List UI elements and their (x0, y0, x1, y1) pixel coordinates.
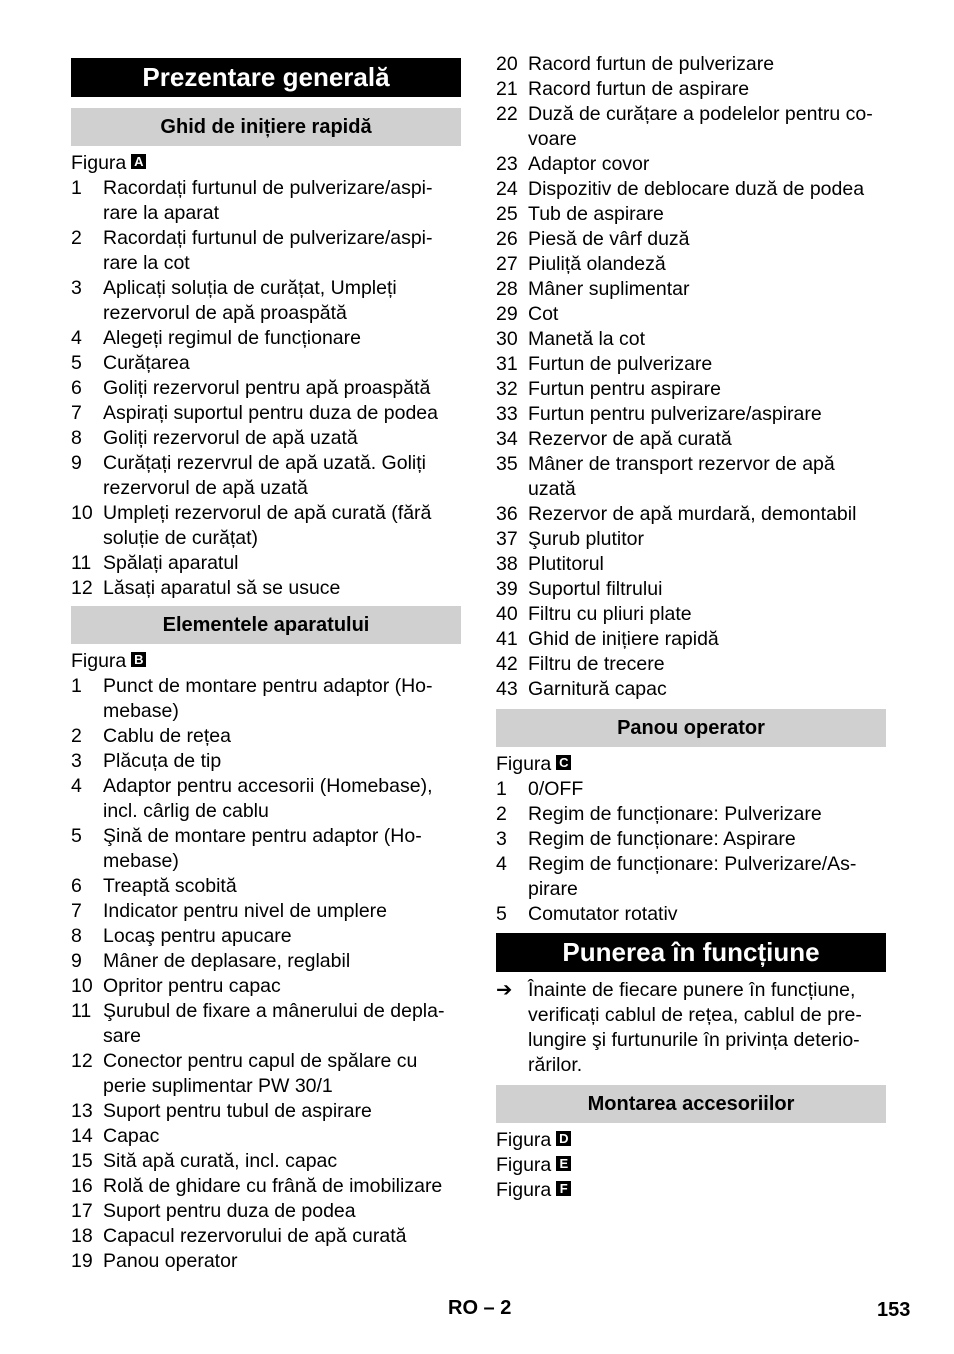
item-number: 14 (71, 1125, 93, 1147)
item-number: 4 (71, 327, 82, 349)
list-item (71, 326, 461, 351)
figure-letter-box: E (556, 1156, 571, 1171)
figure-letter-box: B (131, 652, 146, 667)
item-number: 27 (496, 253, 518, 275)
list-item (496, 452, 886, 502)
list-item (71, 576, 461, 601)
item-number: 22 (496, 103, 518, 125)
list-item (71, 351, 461, 376)
list-item (496, 177, 886, 202)
item-text: Regim de funcționare: Pulverizare (528, 803, 822, 825)
item-number: 10 (71, 975, 93, 997)
item-number: 5 (71, 352, 82, 374)
list-item (496, 627, 886, 652)
item-text: Filtru de trecere (528, 653, 665, 675)
item-number: 11 (71, 552, 92, 574)
list-item (71, 1199, 461, 1224)
left-column (71, 52, 461, 1274)
figure-label: Figura (496, 1129, 552, 1151)
device-elements-list (71, 674, 461, 1274)
figure-label: Figura (71, 152, 127, 174)
list-item (496, 527, 886, 552)
list-item (496, 777, 886, 802)
item-number: 7 (71, 402, 82, 424)
item-number: 40 (496, 603, 518, 625)
list-item (496, 802, 886, 827)
figure-label: Figura (496, 1179, 552, 1201)
item-text: Punct de montare pentru adaptor (Ho-mebase) (103, 675, 433, 722)
item-text: Spălați aparatul (103, 552, 239, 574)
item-number: 43 (496, 678, 518, 700)
item-text: Adaptor pentru accesorii (Homebase), incl. cârlig de cablu (103, 775, 433, 822)
item-text: Regim de funcționare: Aspirare (528, 828, 796, 850)
item-text: Adaptor covor (528, 153, 650, 175)
list-item (71, 1249, 461, 1274)
item-number: 36 (496, 503, 518, 525)
figure-ref-e (496, 1153, 886, 1178)
list-item (71, 774, 461, 824)
list-item (71, 451, 461, 501)
item-number: 5 (496, 903, 507, 925)
accessory-figures (496, 1128, 886, 1203)
item-number: 32 (496, 378, 518, 400)
item-text: Furtun de pulverizare (528, 353, 713, 375)
figure-ref-b (71, 649, 461, 674)
list-item (496, 652, 886, 677)
item-text: Indicator pentru nivel de umplere (103, 900, 387, 922)
list-item (71, 1099, 461, 1124)
list-item (496, 552, 886, 577)
item-text: Piesă de vârf duză (528, 228, 690, 250)
item-text: Manetă la cot (528, 328, 646, 350)
list-item (71, 376, 461, 401)
figure-letter-box: C (556, 755, 571, 770)
item-text: Rolă de ghidare cu frână de imobilizare (103, 1175, 443, 1197)
item-number: 28 (496, 278, 518, 300)
item-text: Lăsați aparatul să se usuce (103, 577, 341, 599)
item-number: 8 (71, 925, 82, 947)
item-text: Suportul filtrului (528, 578, 663, 600)
list-item (496, 402, 886, 427)
item-text: Capacul rezervorului de apă curată (103, 1225, 407, 1247)
item-number: 1 (71, 177, 82, 199)
item-text: Comutator rotativ (528, 903, 678, 925)
list-item (71, 1124, 461, 1149)
item-text: Conector pentru capul de spălare cu perie suplimentar PW 30/1 (103, 1050, 418, 1097)
item-text: Sită apă curată, incl. capac (103, 1150, 338, 1172)
item-text: Goliți rezervorul pentru apă proaspătă (103, 377, 431, 399)
item-number: 2 (496, 803, 507, 825)
item-text: Curățați rezervrul de apă uzată. Goliți rezervorul de apă uzată (103, 452, 426, 499)
heading-mount-accessories: Montarea accesoriilor (496, 1085, 886, 1123)
list-item (71, 949, 461, 974)
item-number: 2 (71, 227, 82, 249)
item-text: Şurub plutitor (528, 528, 644, 550)
item-number: 13 (71, 1100, 93, 1122)
heading-quick-start: Ghid de inițiere rapidă (71, 108, 461, 146)
figure-ref-a (71, 151, 461, 176)
list-item (71, 999, 461, 1049)
item-text: Racord furtun de pulverizare (528, 53, 775, 75)
list-item (496, 427, 886, 452)
item-number: 9 (71, 452, 82, 474)
figure-label: Figura (496, 1154, 552, 1176)
item-text: Mâner suplimentar (528, 278, 690, 300)
item-text: Furtun pentru pulverizare/aspirare (528, 403, 822, 425)
item-text: Rezervor de apă murdară, demontabil (528, 503, 857, 525)
figure-letter-box: D (556, 1131, 571, 1146)
footer-language-code: RO – 2 (448, 1297, 512, 1319)
list-item (496, 227, 886, 252)
item-text: Furtun pentru aspirare (528, 378, 721, 400)
item-text: Piuliță olandeză (528, 253, 666, 275)
item-number: 29 (496, 303, 518, 325)
item-number: 30 (496, 328, 518, 350)
list-item (496, 577, 886, 602)
list-item (71, 924, 461, 949)
right-column (496, 52, 886, 1203)
item-number: 42 (496, 653, 518, 675)
item-number: 34 (496, 428, 518, 450)
item-number: 38 (496, 553, 518, 575)
item-text: Garnitură capac (528, 678, 667, 700)
item-number: 37 (496, 528, 518, 550)
list-item (496, 77, 886, 102)
item-text: Locaş pentru apucare (103, 925, 292, 947)
item-text: Mâner de deplasare, reglabil (103, 950, 351, 972)
item-text: Tub de aspirare (528, 203, 664, 225)
list-item (71, 551, 461, 576)
list-item (71, 401, 461, 426)
item-number: 11 (71, 1000, 92, 1022)
item-number: 4 (71, 775, 82, 797)
list-item (496, 902, 886, 927)
item-number: 2 (71, 725, 82, 747)
item-text: Curățarea (103, 352, 190, 374)
list-item (71, 824, 461, 874)
item-text: Alegeți regimul de funcționare (103, 327, 361, 349)
list-item (496, 827, 886, 852)
list-item (71, 226, 461, 276)
item-text: Cot (528, 303, 559, 325)
item-text: Cablu de rețea (103, 725, 231, 747)
item-text: Plutitorul (528, 553, 604, 575)
item-text: Treaptă scobită (103, 875, 237, 897)
item-text: Panou operator (103, 1250, 238, 1272)
item-number: 3 (496, 828, 507, 850)
figure-letter-box: A (131, 154, 146, 169)
item-text: Racordați furtunul de pulverizare/aspi-rare la cot (103, 227, 433, 274)
list-item (496, 852, 886, 902)
list-item (71, 974, 461, 999)
list-item (71, 674, 461, 724)
list-item (496, 502, 886, 527)
operator-panel-list (496, 777, 886, 927)
heading-device-elements: Elementele aparatului (71, 606, 461, 644)
list-item (71, 1224, 461, 1249)
figure-ref-c (496, 752, 886, 777)
item-text: Aspirați suportul pentru duza de podea (103, 402, 438, 424)
item-number: 1 (71, 675, 82, 697)
list-item (496, 677, 886, 702)
item-number: 3 (71, 750, 82, 772)
device-elements-list-continued (496, 52, 886, 702)
item-number: 17 (71, 1200, 93, 1222)
item-number: 12 (71, 577, 93, 599)
figure-ref-f (496, 1178, 886, 1203)
list-item (496, 602, 886, 627)
list-item (71, 426, 461, 451)
startup-note (496, 978, 886, 1078)
item-text: Rezervor de apă curată (528, 428, 732, 450)
item-text: Regim de funcționare: Pulverizare/As-pirare (528, 853, 857, 900)
item-number: 19 (71, 1250, 93, 1272)
item-number: 6 (71, 875, 82, 897)
item-number: 1 (496, 778, 507, 800)
item-number: 10 (71, 502, 93, 524)
item-number: 7 (71, 900, 82, 922)
item-number: 33 (496, 403, 518, 425)
item-number: 21 (496, 78, 518, 100)
quick-start-list (71, 176, 461, 601)
item-text: Goliți rezervorul de apă uzată (103, 427, 358, 449)
list-item (496, 152, 886, 177)
item-number: 23 (496, 153, 518, 175)
section-title-startup: Punerea în funcțiune (496, 933, 886, 972)
list-item (71, 899, 461, 924)
item-number: 15 (71, 1150, 93, 1172)
section-title-overview: Prezentare generală (71, 58, 461, 97)
item-text: Plăcuța de tip (103, 750, 222, 772)
list-item (71, 176, 461, 226)
item-number: 25 (496, 203, 518, 225)
item-number: 39 (496, 578, 518, 600)
item-text: Suport pentru duza de podea (103, 1200, 356, 1222)
item-number: 16 (71, 1175, 93, 1197)
item-text: Capac (103, 1125, 160, 1147)
item-text: Suport pentru tubul de aspirare (103, 1100, 372, 1122)
list-item (71, 874, 461, 899)
arrow-right-icon: ➔ (496, 979, 513, 1001)
list-item (496, 202, 886, 227)
list-item (496, 102, 886, 152)
list-item (71, 1049, 461, 1099)
footer-page-number: 153 (877, 1299, 911, 1321)
item-text: Racord furtun de aspirare (528, 78, 750, 100)
figure-ref-d (496, 1128, 886, 1153)
item-number: 26 (496, 228, 518, 250)
item-text: Mâner de transport rezervor de apă uzată (528, 453, 835, 500)
item-number: 35 (496, 453, 518, 475)
list-item (71, 1174, 461, 1199)
item-text: 0/OFF (528, 778, 584, 800)
item-number: 24 (496, 178, 518, 200)
item-text: Racordați furtunul de pulverizare/aspi-rare la aparat (103, 177, 433, 224)
item-number: 8 (71, 427, 82, 449)
list-item (496, 327, 886, 352)
list-item (71, 749, 461, 774)
item-text: Duză de curățare a podelelor pentru co-voare (528, 103, 873, 150)
list-item (496, 277, 886, 302)
item-text: Umpleți rezervorul de apă curată (fără soluție de curățat) (103, 502, 432, 549)
item-number: 41 (496, 628, 518, 650)
item-number: 31 (496, 353, 518, 375)
item-text: Ghid de inițiere rapidă (528, 628, 719, 650)
list-item (496, 302, 886, 327)
heading-operator-panel: Panou operator (496, 709, 886, 747)
figure-letter-box: F (556, 1181, 571, 1196)
item-text: Şină de montare pentru adaptor (Ho-mebase) (103, 825, 422, 872)
list-item (71, 724, 461, 749)
item-number: 3 (71, 277, 82, 299)
list-item (71, 276, 461, 326)
item-text: Dispozitiv de deblocare duză de podea (528, 178, 865, 200)
startup-note-text: Înainte de fiecare punere în funcțiune, verificați cablul de rețea, cablul de pre-lungire şi furtunurile în privința deterio-rărilor. (528, 979, 862, 1076)
item-text: Filtru cu pliuri plate (528, 603, 692, 625)
item-number: 18 (71, 1225, 93, 1247)
list-item (496, 352, 886, 377)
item-number: 4 (496, 853, 507, 875)
figure-label: Figura (496, 753, 552, 775)
item-text: Aplicați soluția de curățat, Umpleți rezervorul de apă proaspătă (103, 277, 397, 324)
figure-label: Figura (71, 650, 127, 672)
list-item (71, 1149, 461, 1174)
item-number: 6 (71, 377, 82, 399)
item-text: Şurubul de fixare a mânerului de depla-sare (103, 1000, 445, 1047)
item-number: 5 (71, 825, 82, 847)
list-item (71, 501, 461, 551)
list-item (496, 52, 886, 77)
item-number: 9 (71, 950, 82, 972)
list-item (496, 377, 886, 402)
item-text: Opritor pentru capac (103, 975, 281, 997)
item-number: 12 (71, 1050, 93, 1072)
list-item (496, 252, 886, 277)
item-number: 20 (496, 53, 518, 75)
